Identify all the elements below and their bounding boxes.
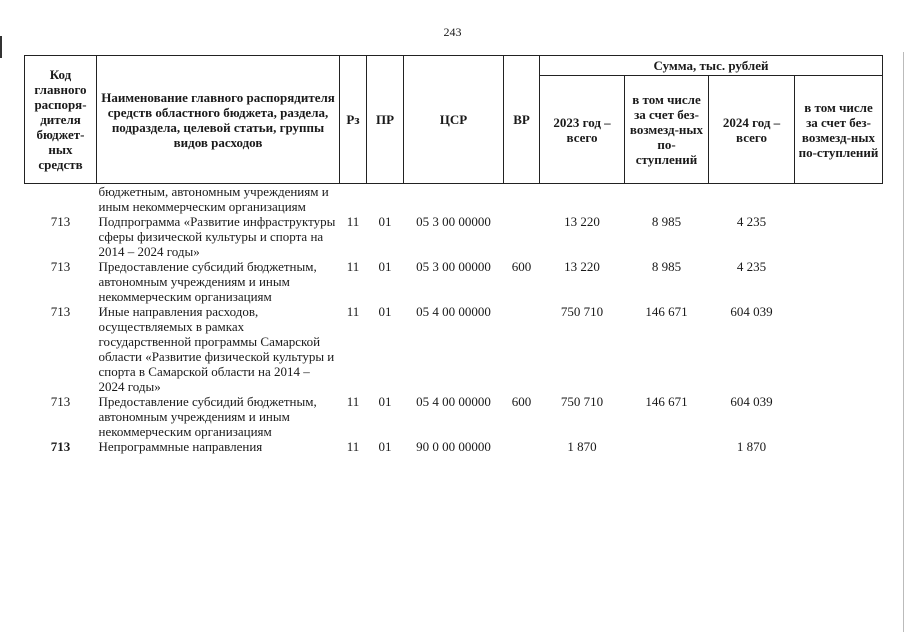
cell-csr: 05 4 00 00000 [416, 304, 491, 319]
scan-edge-line [903, 52, 904, 632]
table-row [25, 304, 883, 394]
cell-pr: 01 [378, 439, 392, 454]
cell-name: Предоставление субсидий бюджетным, автономным учреждениям и иным некоммерческим организациям [98, 259, 317, 304]
cell-name: Непрограммные направления [98, 439, 263, 454]
cell-2024-free [795, 259, 883, 304]
cell-2024-total [709, 184, 795, 215]
cell-rz: 11 [346, 214, 360, 229]
cell-2023-total: 13 220 [564, 214, 600, 229]
cell-2023-total: 1 870 [567, 439, 597, 454]
cell-2024-total: 604 039 [730, 394, 773, 409]
cell-2024-total: 4 235 [736, 259, 767, 274]
table-body [25, 184, 883, 455]
cell-csr: 05 4 00 00000 [416, 394, 491, 409]
header-code: Код главного распоря-дителя бюджет-ных средств [25, 56, 97, 184]
cell-vr [504, 304, 540, 394]
header-pr: ПР [367, 56, 404, 184]
cell-name: бюджетным, автономным учреждениям и иным некоммерческим организациям [98, 184, 329, 214]
budget-table [24, 55, 883, 454]
header-2023-free: в том числе за счет без-возмезд-ных по-ступлений [625, 76, 709, 184]
header-csr: ЦСР [404, 56, 504, 184]
cell-2023-total: 13 220 [564, 259, 600, 274]
cell-csr: 05 3 00 00000 [416, 214, 491, 229]
header-name: Наименование главного распорядителя средств областного бюджета, раздела, подраздела, целевой статьи, группы видов расходов [97, 56, 340, 184]
cell-2023-total: 750 710 [560, 394, 604, 409]
cell-pr: 01 [378, 259, 392, 274]
cell-pr: 01 [378, 304, 392, 319]
cell-code [25, 184, 97, 215]
scan-margin-mark [0, 36, 2, 58]
cell-name: Предоставление субсидий бюджетным, автономным учреждениям и иным некоммерческим организациям [98, 394, 317, 439]
cell-pr: 01 [378, 394, 392, 409]
cell-2023-free [625, 184, 709, 215]
cell-2024-free [795, 184, 883, 215]
table-header [25, 56, 883, 184]
table-row [25, 259, 883, 304]
cell-code: 713 [50, 259, 71, 274]
cell-2023-total [540, 184, 625, 215]
page-number: 243 [443, 25, 462, 39]
cell-vr [504, 184, 540, 215]
cell-rz: 11 [346, 259, 360, 274]
cell-2024-total: 1 870 [736, 439, 767, 454]
cell-csr: 90 0 00 00000 [416, 439, 491, 454]
table-row [25, 184, 883, 215]
header-sum-group: Сумма, тыс. рублей [540, 56, 883, 76]
cell-2024-free [795, 304, 883, 394]
cell-2023-free: 8 985 [651, 259, 682, 274]
cell-code: 713 [50, 214, 71, 229]
cell-name: Подпрограмма «Развитие инфраструктуры сферы физической культуры и спорта на 2014 – 2024 годы» [98, 214, 336, 259]
cell-vr: 600 [511, 394, 532, 409]
cell-2023-free: 146 671 [645, 394, 688, 409]
cell-2024-free [795, 394, 883, 439]
cell-2023-free [625, 439, 709, 454]
header-2023-total: 2023 год – всего [540, 76, 625, 184]
cell-rz: 11 [346, 439, 360, 454]
cell-code: 713 [50, 439, 71, 454]
header-2024-free: в том числе за счет без-возмезд-ных по-ступлений [795, 76, 883, 184]
cell-2024-free [795, 439, 883, 454]
header-rz: Рз [340, 56, 367, 184]
header-vr: ВР [504, 56, 540, 184]
cell-rz: 11 [346, 304, 360, 319]
cell-csr [404, 184, 504, 215]
cell-name: Иные направления расходов, осуществляемых в рамках государственной программы Самарской области «Развитие физической культуры и спорта в Самарской области на 2014 – 2024 годы» [98, 304, 335, 394]
cell-vr: 600 [511, 259, 532, 274]
cell-csr: 05 3 00 00000 [416, 259, 491, 274]
cell-code: 713 [50, 304, 71, 319]
table-row [25, 439, 883, 454]
cell-pr: 01 [378, 214, 392, 229]
cell-2024-total: 604 039 [730, 304, 773, 319]
table-row [25, 214, 883, 259]
cell-rz: 11 [346, 394, 360, 409]
cell-2023-total: 750 710 [560, 304, 604, 319]
cell-pr [367, 184, 404, 215]
cell-code: 713 [50, 394, 71, 409]
cell-2024-total: 4 235 [736, 214, 767, 229]
header-2024-total: 2024 год – всего [709, 76, 795, 184]
cell-2023-free: 8 985 [651, 214, 682, 229]
cell-rz [340, 184, 367, 215]
cell-2024-free [795, 214, 883, 259]
cell-vr [504, 214, 540, 259]
table-row [25, 394, 883, 439]
cell-vr [504, 439, 540, 454]
cell-2023-free: 146 671 [645, 304, 688, 319]
